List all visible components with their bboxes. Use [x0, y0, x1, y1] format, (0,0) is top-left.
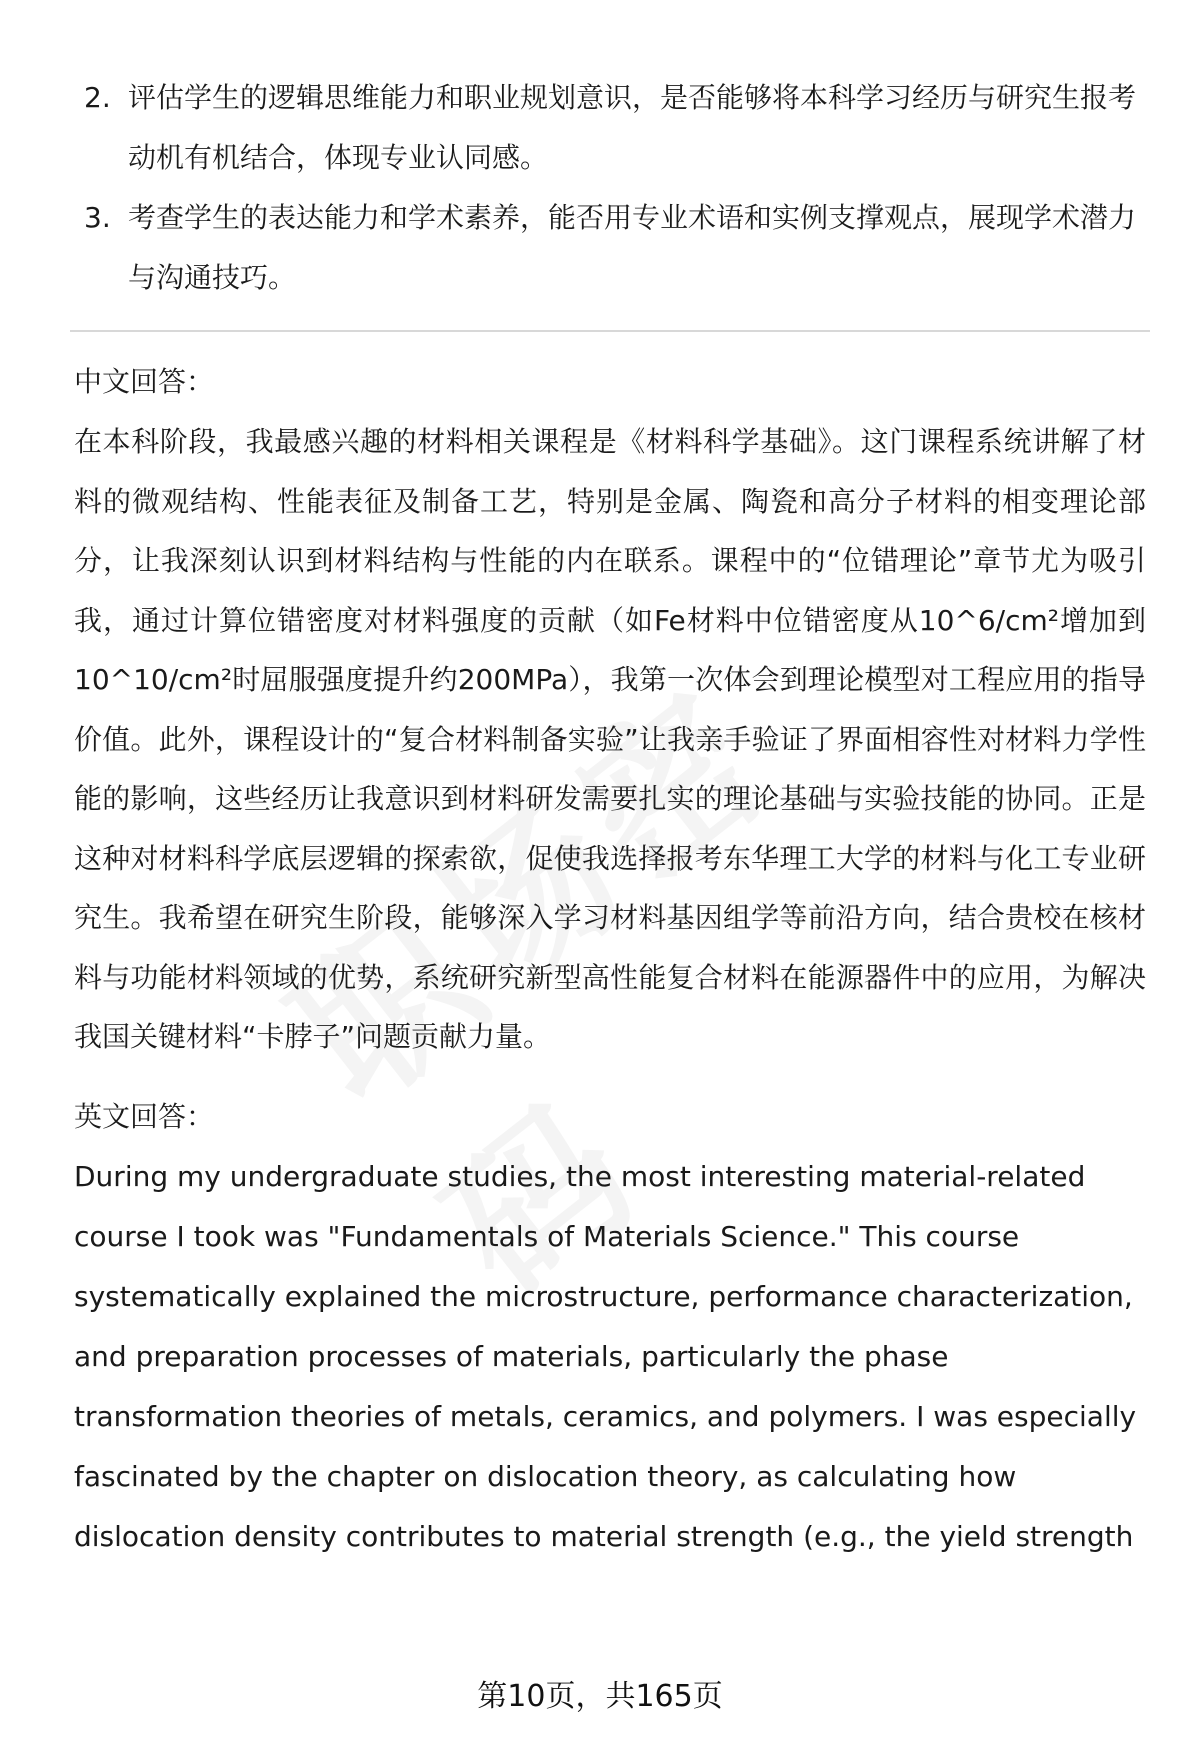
- list-item: [74, 188, 1146, 308]
- list-item-text: 评估学生的逻辑思维能力和职业规划意识，是否能够将本科学习经历与研究生报考动机有机结合，体现专业认同感。: [128, 81, 1137, 174]
- english-answer-text: During my undergraduate studies, the most interesting material-related course I took was "Fundamentals of Materials Science." This course systematically explained the microstructure, performance characterization, and preparation processes of materials, particularly the phase transformation theories of metals, ceramics, and polymers. I was especially fascinated by the chapter on dislocation theory, as calculating how dislocation density contributes to material strength (e.g., the yield strength: [74, 1159, 1137, 1553]
- list-item: [74, 68, 1146, 188]
- section-divider: [70, 330, 1150, 332]
- content-area: [74, 68, 1146, 1567]
- criteria-list: [74, 68, 1146, 308]
- list-item-number: 3.: [84, 201, 111, 234]
- page-number: 第10页，共165页: [477, 1679, 723, 1714]
- chinese-answer-text: 在本科阶段，我最感兴趣的材料相关课程是《材料科学基础》。这门课程系统讲解了材料的微观结构、性能表征及制备工艺，特别是金属、陶瓷和高分子材料的相变理论部分，让我深刻认识到材料结构与性能的内在联系。课程中的“位错理论”章节尤为吸引我，通过计算位错密度对材料强度的贡献（如Fe材料中位错密度从10^6/cm²增加到10^10/cm²时屈服强度提升约200MPa），我第一次体会到理论模型对工程应用的指导价值。此外，课程设计的“复合材料制备实验”让我亲手验证了界面相容性对材料力学性能的影响，这些经历让我意识到材料研发需要扎实的理论基础与实验技能的协同。正是这种对材料科学底层逻辑的探索欲，促使我选择报考东华理工大学的材料与化工专业研究生。我希望在研究生阶段，能够深入学习材料基因组学等前沿方向，结合贵校在核材料与功能材料领域的优势，系统研究新型高性能复合材料在能源器件中的应用，为解决我国关键材料“卡脖子”问题贡献力量。: [74, 425, 1146, 1053]
- list-item-text: 考查学生的表达能力和学术素养，能否用专业术语和实例支撑观点，展现学术潜力与沟通技巧。: [128, 201, 1137, 294]
- chinese-answer-label: 中文回答：: [74, 365, 215, 398]
- english-answer-label: 英文回答：: [74, 1099, 215, 1133]
- section-gap: [74, 1067, 1146, 1087]
- list-item-number: 2.: [84, 81, 111, 114]
